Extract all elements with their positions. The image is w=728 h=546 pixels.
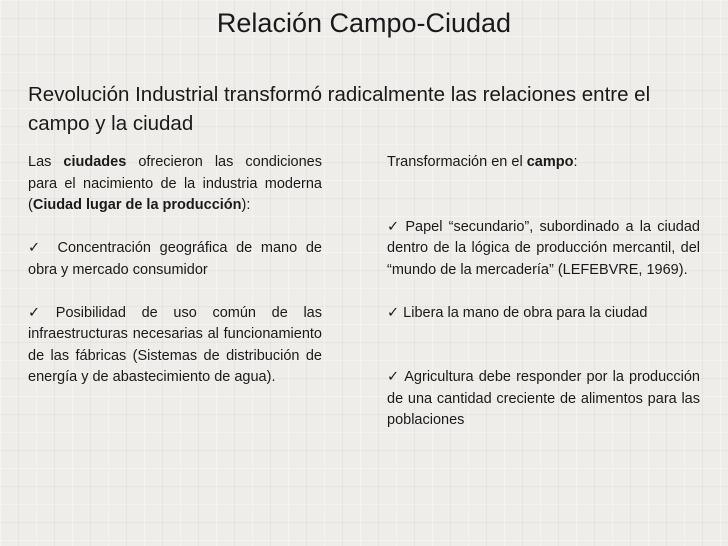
left-bullet-1-text: Concentración geográfica de mano de obra y mercado consumidor: [28, 240, 322, 278]
right-column: [387, 152, 700, 432]
spacer: [28, 217, 322, 239]
left-bullet-2: [28, 303, 322, 389]
right-bullet-3: [387, 367, 700, 432]
right-intro-text-1: Transformación en el: [387, 154, 527, 170]
right-intro-text-2: :: [573, 154, 578, 170]
spacer: [387, 281, 700, 303]
slide-subtitle: Revolución Industrial transformó radicalmente las relaciones entre el campo y la ciudad: [28, 83, 651, 135]
left-intro: [28, 152, 322, 217]
spacer: [387, 174, 700, 217]
right-bullet-1-text: Papel “secundario”, subordinado a la ciudad dentro de la lógica de producción mercantil, del “mundo de la mercadería” (LEFEBVRE, 1969).: [387, 218, 700, 278]
right-intro: [387, 152, 700, 174]
check-icon: ✓: [387, 304, 400, 321]
check-icon: ✓: [387, 218, 402, 235]
spacer: [28, 281, 322, 303]
right-bullet-2: [387, 303, 700, 325]
left-column: [28, 152, 322, 389]
right-bullet-2-text: Libera la mano de obra para la ciudad: [403, 304, 648, 321]
left-intro-bold-1: ciudades: [63, 154, 127, 170]
left-intro-bold-2: Ciudad lugar de la producción: [32, 197, 242, 213]
check-icon: ✓: [387, 369, 401, 385]
right-bullet-1: [387, 217, 700, 282]
right-bullet-3-text: Agricultura debe responder por la producción de una cantidad creciente de alimentos para las poblaciones: [387, 369, 700, 428]
left-intro-text-3: ):: [241, 197, 251, 213]
left-intro-text-1: Las: [28, 154, 64, 170]
check-icon: ✓: [28, 304, 52, 321]
slide-title: Relación Campo-Ciudad: [216, 8, 512, 38]
check-icon: ✓: [28, 240, 45, 256]
right-intro-bold: campo: [526, 154, 574, 170]
spacer: [387, 324, 700, 367]
left-intro-text-2: ofrecieron las condiciones para el nacimiento de la industria moderna (: [28, 154, 322, 213]
left-bullet-1: [28, 238, 322, 281]
left-bullet-2-text: Posibilidad de uso común de las infraestructuras necesarias al funcionamiento de las fábricas (Sistemas de distribución de energía y de abastecimiento de agua).: [28, 304, 322, 385]
